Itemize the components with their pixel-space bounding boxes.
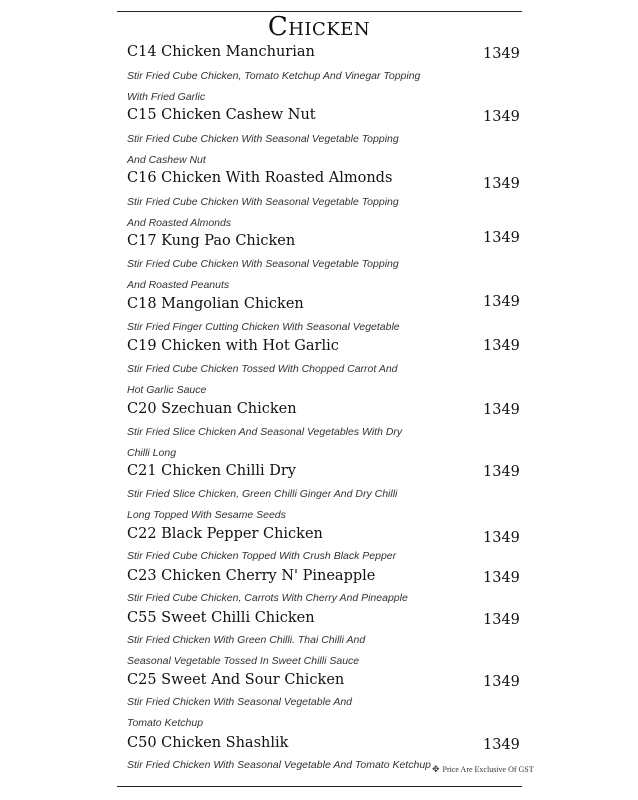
item-name: C16 Chicken With Roasted Almonds	[127, 170, 393, 186]
item-price: 1349	[483, 464, 520, 480]
item-price: 1349	[483, 530, 520, 546]
item-description: Stir Fried Finger Cutting Chicken With Seasonal Vegetable	[127, 321, 400, 333]
item-description: Stir Fried Cube Chicken With Seasonal Vegetable Topping	[127, 258, 399, 270]
item-description: Stir Fried Cube Chicken With Seasonal Vegetable Topping	[127, 133, 399, 145]
item-description: With Fried Garlic	[127, 91, 206, 103]
item-price: 1349	[483, 294, 520, 310]
item-price: 1349	[483, 46, 520, 62]
item-price: 1349	[483, 612, 520, 628]
item-description: And Cashew Nut	[127, 154, 206, 166]
item-description: Chilli Long	[127, 447, 177, 459]
item-name: C17 Kung Pao Chicken	[127, 233, 296, 249]
item-description: Stir Fried Cube Chicken With Seasonal Vegetable Topping	[127, 196, 399, 208]
gst-footnote	[432, 764, 534, 775]
bottom-rule	[117, 786, 522, 787]
item-name: C55 Sweet Chilli Chicken	[127, 610, 315, 626]
item-name: C15 Chicken Cashew Nut	[127, 107, 316, 123]
item-price: 1349	[483, 570, 520, 586]
section-title: Chicken	[267, 12, 371, 42]
item-description: Stir Fried Chicken With Green Chilli. Thai Chilli And	[127, 634, 366, 646]
item-price: 1349	[483, 230, 520, 246]
gst-footnote-text: Price Are Exclusive Of GST	[442, 765, 534, 774]
item-name: C50 Chicken Shashlik	[127, 735, 289, 751]
item-price: 1349	[483, 674, 520, 690]
item-description: Stir Fried Cube Chicken Tossed With Chopped Carrot And	[127, 363, 398, 375]
item-name: C19 Chicken with Hot Garlic	[127, 338, 339, 354]
item-description: And Roasted Peanuts	[127, 279, 230, 291]
item-description: Stir Fried Cube Chicken, Tomato Ketchup And Vinegar Topping	[127, 70, 421, 82]
item-description: Stir Fried Cube Chicken, Carrots With Cherry And Pineapple	[127, 592, 408, 604]
item-description: Stir Fried Chicken With Seasonal Vegetable And Tomato Ketchup	[127, 759, 431, 771]
item-description: Stir Fried Slice Chicken, Green Chilli Ginger And Dry Chilli	[127, 488, 398, 500]
item-name: C14 Chicken Manchurian	[127, 44, 315, 60]
fleuron-icon: ✥	[432, 764, 440, 774]
item-price: 1349	[483, 338, 520, 354]
item-name: C21 Chicken Chilli Dry	[127, 463, 297, 479]
item-price: 1349	[483, 402, 520, 418]
item-name: C25 Sweet And Sour Chicken	[127, 672, 345, 688]
item-price: 1349	[483, 109, 520, 125]
item-description: Tomato Ketchup	[127, 717, 204, 729]
item-description: And Roasted Almonds	[127, 217, 232, 229]
item-name: C23 Chicken Cherry N' Pineapple	[127, 568, 376, 584]
item-name: C20 Szechuan Chicken	[127, 401, 297, 417]
item-description: Hot Garlic Sauce	[127, 384, 207, 396]
item-description: Stir Fried Cube Chicken Topped With Crush Black Pepper	[127, 550, 397, 562]
item-price: 1349	[483, 176, 520, 192]
item-price: 1349	[483, 737, 520, 753]
item-name: C22 Black Pepper Chicken	[127, 526, 323, 542]
item-description: Stir Fried Chicken With Seasonal Vegetable And	[127, 696, 352, 708]
item-description: Long Topped With Sesame Seeds	[127, 509, 286, 521]
item-name: C18 Mangolian Chicken	[127, 296, 304, 312]
item-description: Seasonal Vegetable Tossed In Sweet Chilli Sauce	[127, 655, 360, 667]
item-description: Stir Fried Slice Chicken And Seasonal Vegetables With Dry	[127, 426, 403, 438]
